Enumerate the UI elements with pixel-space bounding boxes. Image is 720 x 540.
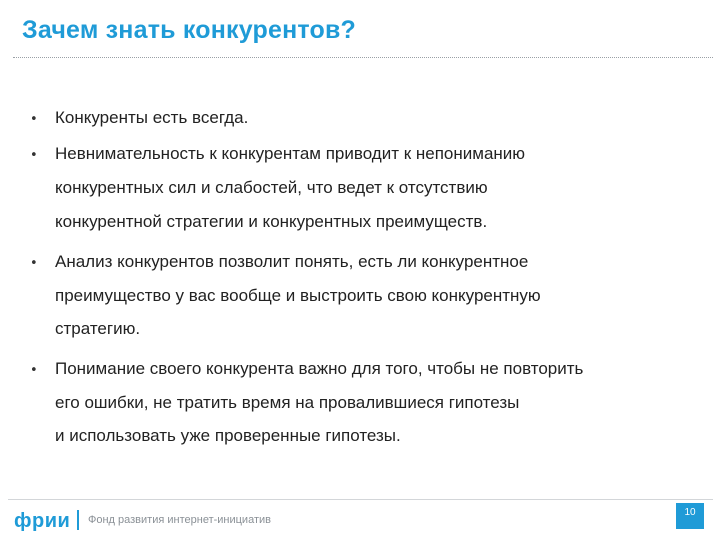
frii-logo: фрии [14,510,71,532]
bullet-3-line-2: преимущество у вас вообще и выстроить свою конкурентную [55,286,541,305]
bullet-2-line-2: конкурентных сил и слабостей, что ведет к отсутствию [55,178,488,197]
bullet-marker: • [30,363,38,378]
bullet-1-line-1: Конкуренты есть всегда. [55,108,249,127]
bullet-2-line-3: конкурентной стратегии и конкурентных преимуществ. [55,212,488,231]
bullet-2-line-1: Невнимательность к конкурентам приводит к непониманию [55,144,526,163]
bullet-3-line-3: стратегию. [55,319,141,338]
logo-separator [77,510,79,530]
bullet-marker: • [30,148,38,163]
bullet-3-line-1: Анализ конкурентов позволит понять, есть ли конкурентное [55,252,529,271]
footer-tagline: Фонд развития интернет-инициатив [88,514,271,526]
bullet-4-line-1: Понимание своего конкурента важно для того, чтобы не повторить [55,359,584,378]
page-number-badge: 10 [676,503,704,529]
bullet-marker: • [30,256,38,271]
footer-divider [8,499,713,500]
slide-title: Зачем знать конкурентов? [22,16,356,44]
bullet-4-line-3: и использовать уже проверенные гипотезы. [55,426,401,445]
bullet-4-line-2: его ошибки, не тратить время на провалившиеся гипотезы [55,393,520,412]
bullet-marker: • [30,112,38,127]
title-divider [13,57,713,58]
